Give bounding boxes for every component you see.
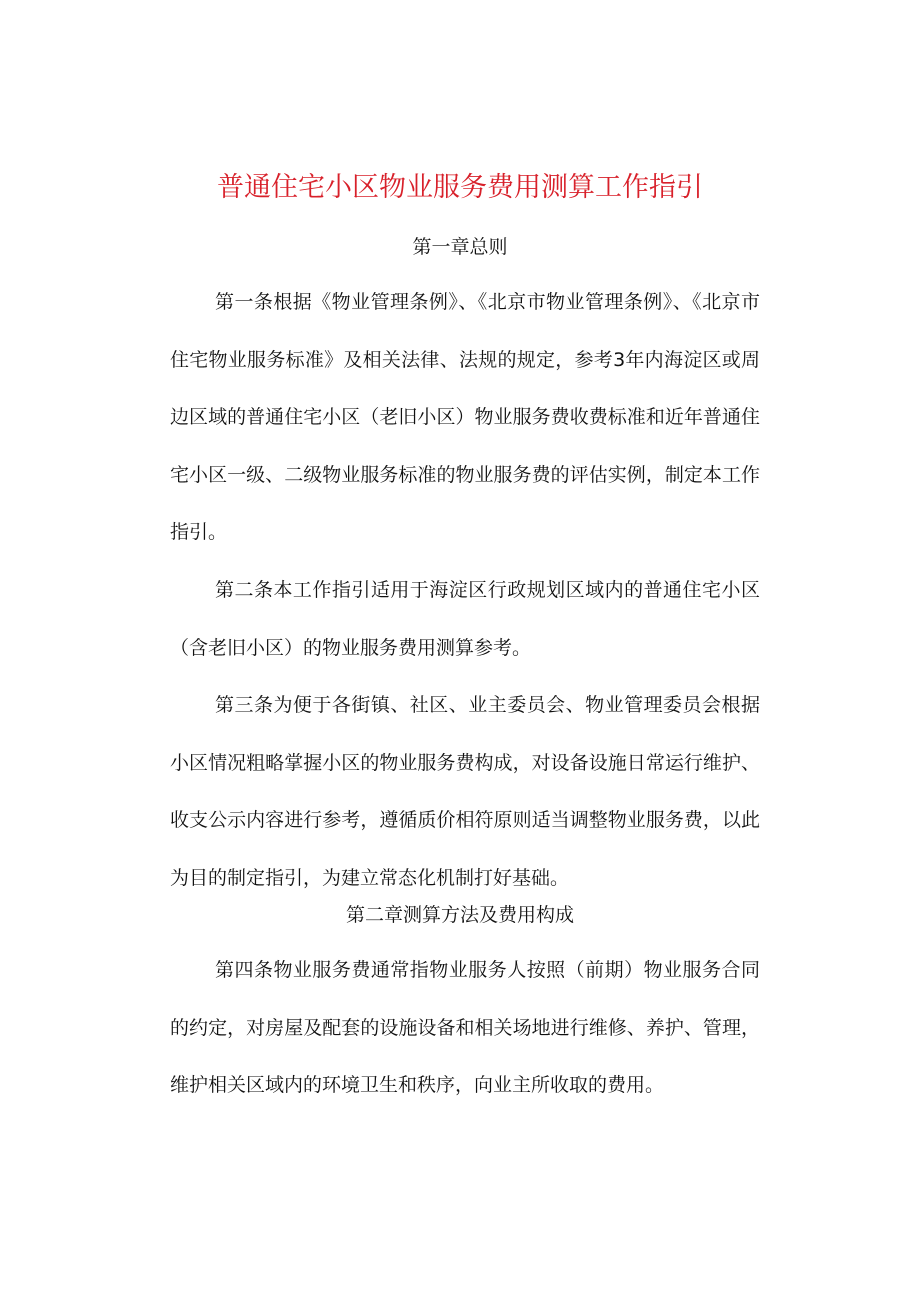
chapter-1-heading: 第一章总则 <box>412 236 508 258</box>
article-4: 第四条物业服务费通常指物业服务人按照（前期）物业服务合同的约定，对房屋及配套的设施设备和相关场地进行维修、养护、管理，维护相关区域内的环境卫生和秩序，向业主所收取的费用。 <box>170 959 760 1096</box>
article-3: 第三条为便于各街镇、社区、业主委员会、物业管理委员会根据小区情况粗略掌握小区的物业服务费构成，对设备设施日常运行维护、收支公示内容进行参考，遵循质价相符原则适当调整物业服务费，以此为目的制定指引，为建立常态化机制打好基础。 <box>170 694 760 889</box>
article-1: 第一条根据《物业管理条例》、《北京市物业管理条例》、《北京市住宅物业服务标准》及相关法律、法规的规定，参考3年内海淀区或周边区域的普通住宅小区（老旧小区）物业服务费收费标准和近年普通住宅小区一级、二级物业服务标准的物业服务费的评估实例，制定本工作指引。 <box>170 291 760 543</box>
chapter-2-heading: 第二章测算方法及费用构成 <box>345 904 574 926</box>
document-title: 普通住宅小区物业服务费用测算工作指引 <box>217 172 703 203</box>
article-2: 第二条本工作指引适用于海淀区行政规划区域内的普通住宅小区（含老旧小区）的物业服务费用测算参考。 <box>170 579 760 659</box>
